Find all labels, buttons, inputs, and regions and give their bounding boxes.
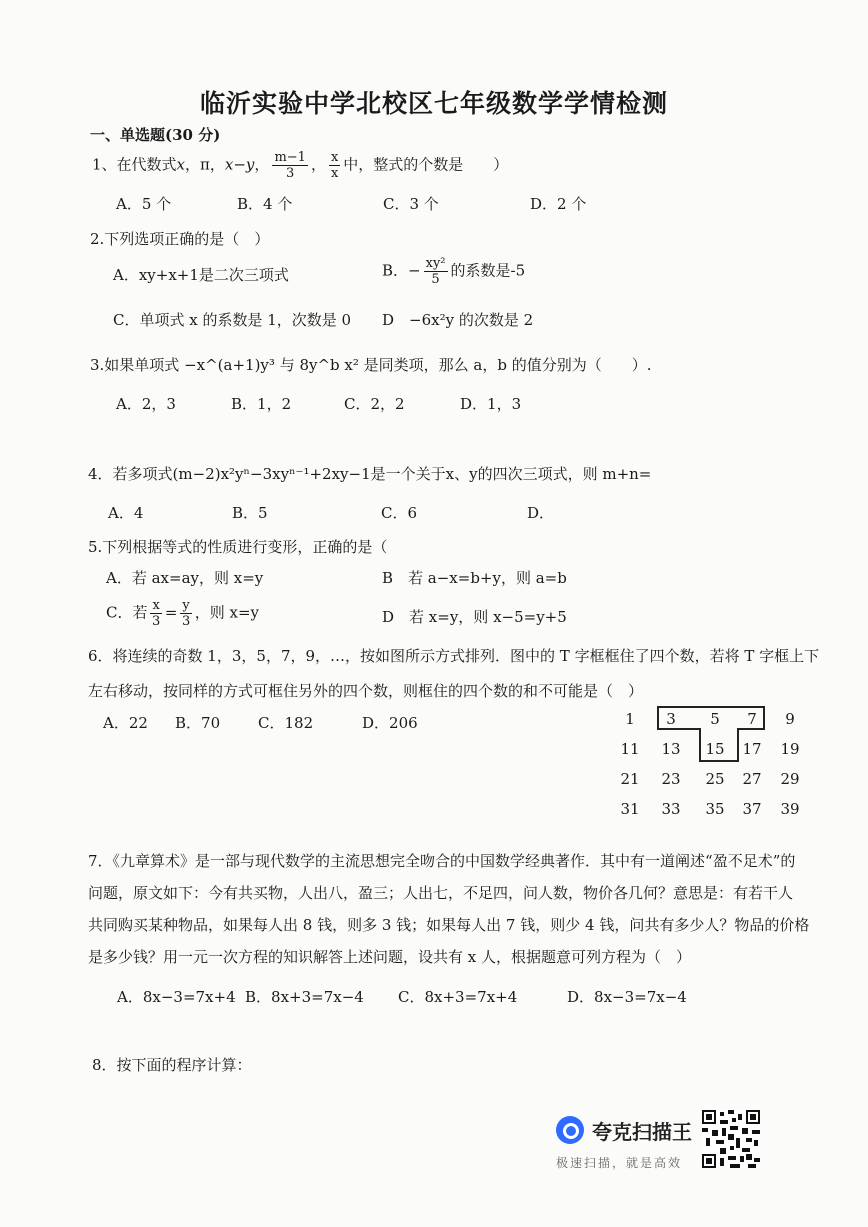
q4-option-c: C．6 xyxy=(381,504,418,522)
grid-cell: 5 xyxy=(710,710,720,728)
t-frame-top-right-bottom xyxy=(737,728,763,730)
question-5-stem: 5.下列根据等式的性质进行变形，正确的是（ xyxy=(88,538,388,556)
grid-cell: 11 xyxy=(620,740,640,758)
grid-cell: 21 xyxy=(620,770,640,788)
question-7-line-4: 是多少钱？用一元一次方程的知识解答上述问题，设共有 x 人，根据题意可列方程为（ ） xyxy=(88,948,691,966)
q6-option-d: D．206 xyxy=(362,714,418,732)
q4-option-b: B．5 xyxy=(232,504,268,522)
q2-option-a: A．xy+x+1是二次三项式 xyxy=(113,266,289,284)
q2-option-d: D −6x²y 的次数是 2 xyxy=(382,311,534,329)
question-8-stem: 8．按下面的程序计算： xyxy=(92,1056,252,1074)
q1-suffix: 中，整式的个数是 ） xyxy=(343,155,509,174)
q3-option-a: A．2，3 xyxy=(116,395,176,413)
q5-fraction-y: $\frac{y}{3}$ xyxy=(181,598,191,629)
q3-option-c: C．2，2 xyxy=(344,395,405,413)
question-7-line-1: 7．《九章算术》是一部与现代数学的主流思想完全吻合的中国数学经典著作．其中有一道阐述“盈不足术”的 xyxy=(88,852,796,870)
q1-item-pi: π xyxy=(200,155,210,174)
question-3-stem: 3.如果单项式 −x^(a+1)y³ 与 8y^b x² 是同类项，那么 a，b 的值分别为（ ）. xyxy=(90,356,652,374)
question-1-stem: 1、在代数式x，π，x−y， $\frac{m-1}{3}$ ， $\frac{x}{x}$ 中，整式的个数是 ） xyxy=(92,150,509,181)
q1-option-b: B．4 个 xyxy=(237,195,293,213)
q1-fraction-x: $\frac{x}{x}$ xyxy=(330,150,339,181)
q6-option-c: C．182 xyxy=(258,714,314,732)
grid-cell: 15 xyxy=(705,740,725,758)
section-heading: 一、单选题(30 分) xyxy=(90,126,221,144)
q4-option-d: D． xyxy=(527,504,555,522)
q5-option-b: B 若 a−x=b+y，则 a=b xyxy=(382,569,567,587)
q4-option-a: A．4 xyxy=(108,504,144,522)
q2-option-b: B．− $\frac{\text{xy²}}{5}$ 的系数是-5 xyxy=(382,256,526,287)
q1-fraction-m: $\frac{m-1}{3}$ xyxy=(274,150,306,181)
grid-cell: 1 xyxy=(625,710,635,728)
question-7-line-2: 问题，原文如下：今有共买物，人出八，盈三；人出七，不足四，问人数，物价各几何？意思是：有若干人 xyxy=(88,884,794,902)
grid-cell: 3 xyxy=(666,710,676,728)
grid-cell: 25 xyxy=(705,770,725,788)
grid-cell: 39 xyxy=(780,800,800,818)
grid-cell: 19 xyxy=(780,740,800,758)
grid-cell: 13 xyxy=(661,740,681,758)
q5-fraction-x: $\frac{x}{3}$ xyxy=(152,598,161,629)
scanner-app-name: 夸克扫描王 xyxy=(592,1120,692,1144)
q1-prefix: 1、在代数式 xyxy=(92,155,177,174)
page-title: 临沂实验中学北校区七年级数学学情检测 xyxy=(199,89,668,118)
grid-cell: 27 xyxy=(742,770,762,788)
q1-option-a: A．5 个 xyxy=(116,195,172,213)
question-7-line-3: 共同购买某种物品，如果每人出 8 钱，则多 3 钱；如果每人出 7 钱，则少 4 钱，问共有多少人？物品的价格 xyxy=(88,916,810,934)
q6-option-a: A．22 xyxy=(103,714,148,732)
question-4-stem: 4．若多项式(m−2)x²yⁿ−3xyⁿ⁻¹+2xy−1是一个关于x、y的四次三项式，则 m+n= xyxy=(88,465,652,483)
grid-cell: 31 xyxy=(620,800,640,818)
question-2-stem: 2.下列选项正确的是（ ） xyxy=(90,230,270,248)
scanner-slogan: 极速扫描，就是高效 xyxy=(556,1156,683,1170)
question-6-line-1: 6．将连续的奇数 1，3，5，7，9，…，按如图所示方式排列．图中的 T 字框框住了四个数，若将 T 字框上下 xyxy=(88,647,820,665)
q5-option-a: A．若 ax=ay，则 x=y xyxy=(106,569,264,587)
q1-item-x: x xyxy=(176,155,186,174)
q2-fraction: $\frac{\text{xy²}}{5}$ xyxy=(425,256,446,287)
q7-option-d: D．8x−3=7x−4 xyxy=(567,988,687,1006)
t-frame-top-left-bottom xyxy=(657,728,699,730)
q3-option-d: D．1，3 xyxy=(460,395,522,413)
q5-option-c: C．若 $\frac{x}{3}$ = $\frac{y}{3}$ ，则 x=y xyxy=(106,598,260,629)
grid-cell: 7 xyxy=(747,710,757,728)
grid-cell: 23 xyxy=(661,770,681,788)
q3-option-b: B．1，2 xyxy=(231,395,292,413)
question-6-line-2: 左右移动，按同样的方式可框住另外的四个数，则框住的四个数的和不可能是（ ） xyxy=(88,682,644,700)
q1-option-d: D．2 个 xyxy=(530,195,587,213)
q1-option-c: C．3 个 xyxy=(383,195,439,213)
qr-code-icon xyxy=(702,1110,760,1168)
q7-option-a: A．8x−3=7x+4 xyxy=(117,988,236,1006)
scanner-logo-icon xyxy=(556,1116,584,1144)
grid-cell: 37 xyxy=(742,800,762,818)
q1-item-x-minus-y: x−y xyxy=(224,155,255,174)
q2-option-c: C．单项式 x 的系数是 1，次数是 0 xyxy=(113,311,352,329)
grid-cell: 35 xyxy=(705,800,725,818)
grid-cell: 17 xyxy=(742,740,762,758)
grid-cell: 29 xyxy=(780,770,800,788)
q6-option-b: B．70 xyxy=(175,714,221,732)
grid-cell: 33 xyxy=(661,800,681,818)
grid-cell: 9 xyxy=(785,710,795,728)
q5-option-d: D 若 x=y，则 x−5=y+5 xyxy=(382,608,567,626)
q7-option-c: C．8x+3=7x+4 xyxy=(398,988,518,1006)
q7-option-b: B．8x+3=7x−4 xyxy=(245,988,364,1006)
